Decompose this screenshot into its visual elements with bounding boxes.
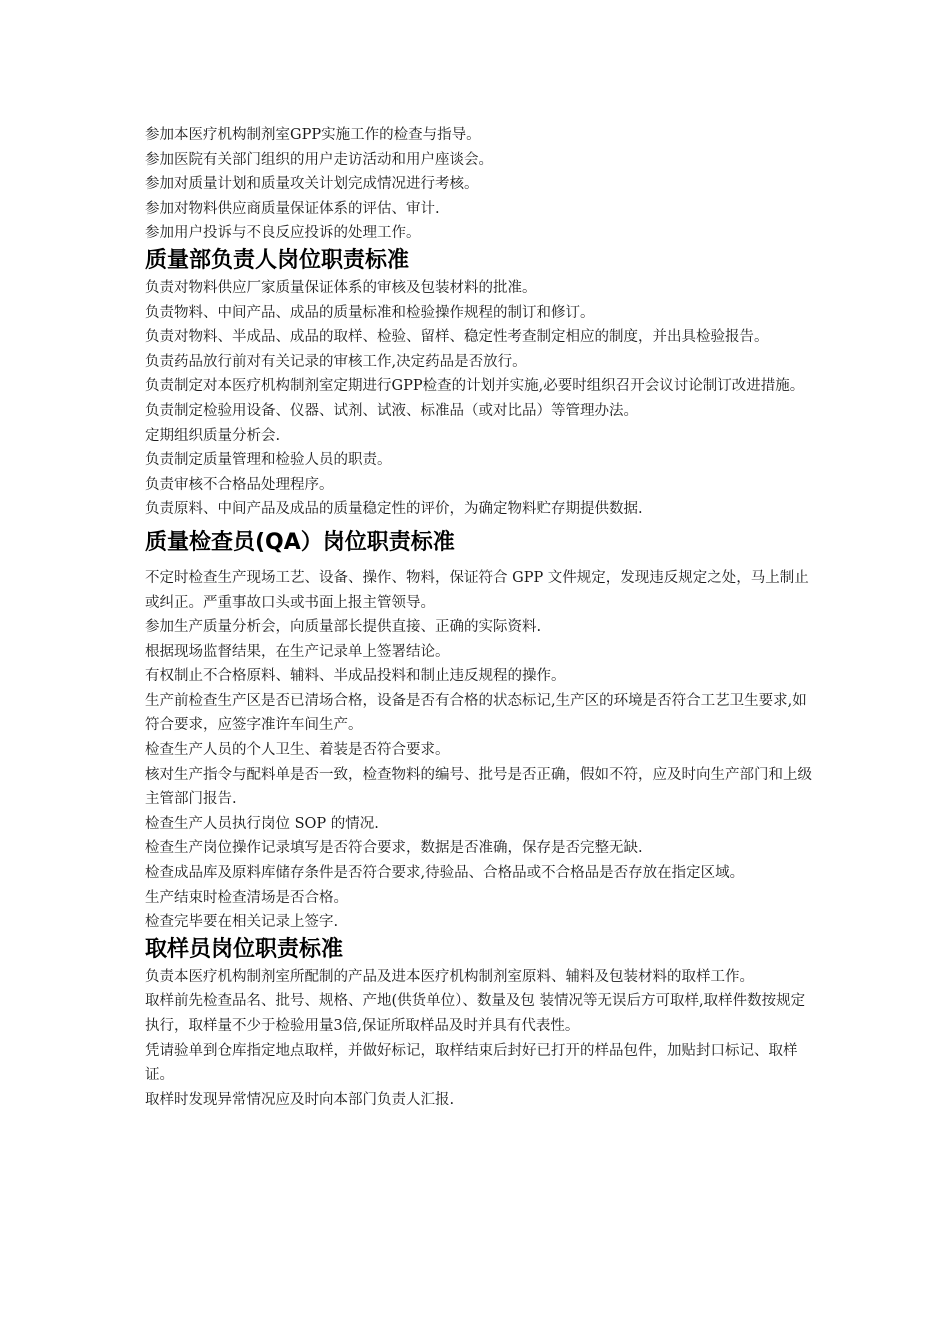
paragraph: 生产前检查生产区是否已清场合格，设备是否有合格的状态标记,生产区的环境是否符合工艺卫生要求,如符合要求，应签字准许车间生产。 [145, 692, 807, 734]
paragraph: 凭请验单到仓库指定地点取样，并做好标记，取样结束后封好已打开的样品包件，加贴封口标记、取样证。 [145, 1042, 798, 1084]
paragraph: 参加对质量计划和质量攻关计划完成情况进行考核。 [145, 176, 479, 193]
paragraph: 负责对物料供应厂家质量保证体系的审核及包装材料的批准。 [145, 279, 537, 296]
section-quality-dept-head [145, 246, 815, 522]
document-page [145, 123, 815, 1112]
paragraph: 检查完毕要在相关记录上签字. [145, 914, 339, 931]
paragraph: 负责审核不合格品处理程序。 [145, 476, 334, 493]
paragraph: 参加生产质量分析会，向质量部长提供直接、正确的实际资料. [145, 619, 542, 636]
section-heading: 取样员岗位职责标准 [145, 936, 344, 962]
section-intro-duties [145, 123, 815, 246]
section-qa-inspector [145, 528, 815, 935]
paragraph: 参加本医疗机构制剂室GPP实施工作的检查与指导。 [145, 127, 481, 143]
section-sampler [145, 935, 815, 1113]
paragraph: 不定时检查生产现场工艺、设备、操作、物料，保证符合 GPP 文件规定，发现违反规定之处，马上制止或纠正。严重事故口头或书面上报主管领导。 [145, 569, 809, 611]
paragraph: 检查生产人员执行岗位 SOP 的情况. [145, 815, 379, 832]
section-heading: 质量检查员(QA）岗位职责标准 [145, 529, 455, 555]
paragraph: 取样前先检查品名、批号、规格、产地(供货单位）、数量及包 装情况等无误后方可取样,取样件数按规定执行，取样量不少于检验用量3倍,保证所取样品及时并具有代表性。 [145, 993, 806, 1034]
paragraph: 检查生产岗位操作记录填写是否符合要求，数据是否准确，保存是否完整无缺. [145, 840, 643, 857]
paragraph: 取样时发现异常情况应及时向本部门负责人汇报. [145, 1091, 455, 1108]
paragraph: 负责本医疗机构制剂室所配制的产品及进本医疗机构制剂室原料、辅料及包装材料的取样工作。 [145, 968, 754, 985]
paragraph: 负责原料、中间产品及成品的质量稳定性的评价，为确定物料贮存期提供数据. [145, 501, 643, 518]
paragraph: 负责制定质量管理和检验人员的职责。 [145, 452, 392, 469]
paragraph: 根据现场监督结果，在生产记录单上签署结论。 [145, 643, 450, 660]
paragraph: 负责制定对本医疗机构制剂室定期进行GPP检查的计划并实施,必要时组织召开会议讨论制订改进措施。 [145, 378, 805, 395]
paragraph: 负责药品放行前对有关记录的审核工作,决定药品是否放行。 [145, 353, 527, 370]
section-heading: 质量部负责人岗位职责标准 [145, 247, 410, 273]
paragraph: 检查成品库及原料库储存条件是否符合要求,待验品、合格品或不合格品是否存放在指定区域。 [145, 865, 745, 882]
paragraph: 参加医院有关部门组织的用户走访活动和用户座谈会。 [145, 151, 493, 168]
paragraph: 负责对物料、半成品、成品的取样、检验、留样、稳定性考查制定相应的制度，并出具检验报告。 [145, 329, 769, 346]
paragraph: 有权制止不合格原料、辅料、半成品投料和制止违反规程的操作。 [145, 668, 566, 685]
paragraph: 核对生产指令与配料单是否一致，检查物料的编号、批号是否正确，假如不符，应及时向生产部门和上级主管部门报告. [145, 766, 812, 808]
paragraph: 定期组织质量分析会. [145, 427, 281, 444]
paragraph: 参加用户投诉与不良反应投诉的处理工作。 [145, 225, 421, 242]
paragraph: 参加对物料供应商质量保证体系的评估、审计. [145, 200, 440, 217]
paragraph: 负责物料、中间产品、成品的质量标准和检验操作规程的制订和修订。 [145, 304, 595, 321]
paragraph: 负责制定检验用设备、仪器、试剂、试液、标准品（或对比品）等管理办法。 [145, 402, 638, 419]
paragraph: 生产结束时检查清场是否合格。 [145, 889, 348, 906]
paragraph: 检查生产人员的个人卫生、着装是否符合要求。 [145, 742, 450, 759]
